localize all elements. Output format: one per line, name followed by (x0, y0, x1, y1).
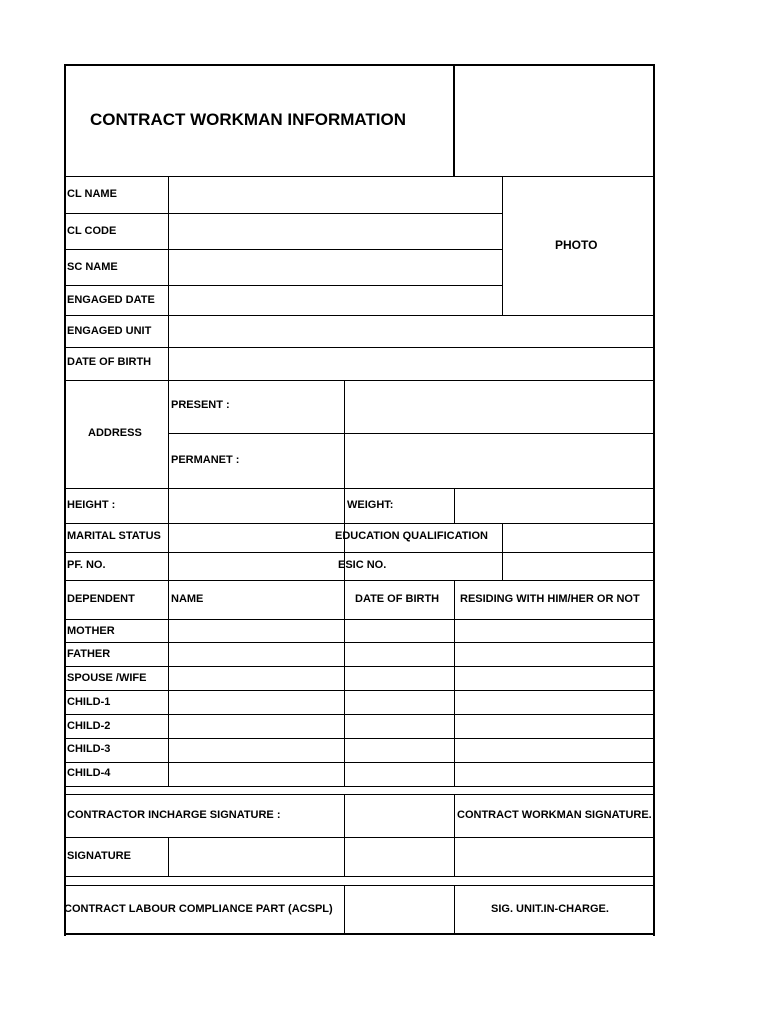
dependent-name-header: NAME (171, 593, 204, 605)
dependent-dob-header: DATE OF BIRTH (355, 593, 440, 605)
hline (64, 176, 655, 177)
vline (168, 488, 169, 581)
form-title: CONTRACT WORKMAN INFORMATION (90, 110, 407, 129)
frame-left (64, 64, 66, 936)
vline (454, 580, 455, 786)
frame-top (64, 64, 655, 66)
vline (454, 794, 455, 876)
vline (168, 580, 169, 786)
hline (64, 488, 655, 489)
unit-incharge-signature-label: SIG. UNIT.IN-CHARGE. (491, 903, 609, 915)
frame-right (653, 64, 655, 936)
cl-name-label: CL NAME (67, 188, 117, 200)
vline (344, 885, 345, 935)
vline (168, 176, 169, 380)
title-divider (453, 64, 455, 177)
hline (64, 876, 655, 877)
vline (454, 488, 455, 523)
vline (168, 837, 169, 876)
hline (64, 837, 655, 838)
address-label: ADDRESS (88, 427, 142, 439)
dependent-row-label: CHILD-2 (67, 720, 111, 732)
hline (64, 285, 503, 286)
workman-signature-label: CONTRACT WORKMAN SIGNATURE. (457, 809, 652, 821)
photo-label: PHOTO (555, 238, 598, 252)
permanent-address-label: PERMANET : (171, 454, 240, 466)
hline (64, 762, 655, 763)
education-qualification-label: EDUCATION QUALIFICATION (335, 530, 488, 542)
hline (64, 885, 655, 886)
residing-header: RESIDING WITH HIM/HER OR NOT (460, 593, 640, 605)
cl-code-label: CL CODE (67, 225, 117, 237)
hline (64, 347, 655, 348)
hline (64, 714, 655, 715)
vline (454, 885, 455, 935)
frame-bottom (64, 933, 655, 935)
contractor-incharge-signature-label: CONTRACTOR INCHARGE SIGNATURE : (67, 809, 281, 821)
dependent-row-label: MOTHER (67, 625, 115, 637)
hline (64, 580, 655, 581)
vline (168, 380, 169, 488)
engaged-date-label: ENGAGED DATE (67, 294, 155, 306)
compliance-label: CONTRACT LABOUR COMPLIANCE PART (ACSPL) (64, 903, 333, 915)
vline (344, 580, 345, 786)
sc-name-label: SC NAME (67, 261, 118, 273)
signature-label: SIGNATURE (67, 850, 131, 862)
hline (64, 380, 655, 381)
dependent-row-label: CHILD-4 (67, 767, 111, 779)
pf-no-label: PF. NO. (67, 559, 106, 571)
present-address-label: PRESENT : (171, 399, 230, 411)
hline (64, 786, 655, 787)
marital-status-label: MARITAL STATUS (67, 530, 161, 542)
hline (64, 794, 655, 795)
dependent-row-label: CHILD-3 (67, 743, 111, 755)
height-label: HEIGHT : (67, 499, 116, 511)
vline (344, 380, 345, 581)
dependent-header: DEPENDENT (67, 593, 135, 605)
hline (168, 433, 655, 434)
hline (64, 690, 655, 691)
hline (64, 523, 655, 524)
hline (64, 552, 655, 553)
hline (64, 738, 655, 739)
hline (64, 642, 655, 643)
hline (64, 619, 655, 620)
vline (502, 176, 503, 315)
hline (64, 666, 655, 667)
vline (344, 794, 345, 876)
date-of-birth-label: DATE OF BIRTH (67, 356, 152, 368)
weight-label: WEIGHT: (347, 499, 394, 511)
dependent-row-label: CHILD-1 (67, 696, 111, 708)
esic-no-label: ESIC NO. (338, 559, 387, 571)
dependent-row-label: SPOUSE /WIFE (67, 672, 147, 684)
hline (64, 249, 503, 250)
dependent-row-label: FATHER (67, 648, 111, 660)
hline (64, 315, 655, 316)
engaged-unit-label: ENGAGED UNIT (67, 325, 152, 337)
hline (64, 213, 503, 214)
